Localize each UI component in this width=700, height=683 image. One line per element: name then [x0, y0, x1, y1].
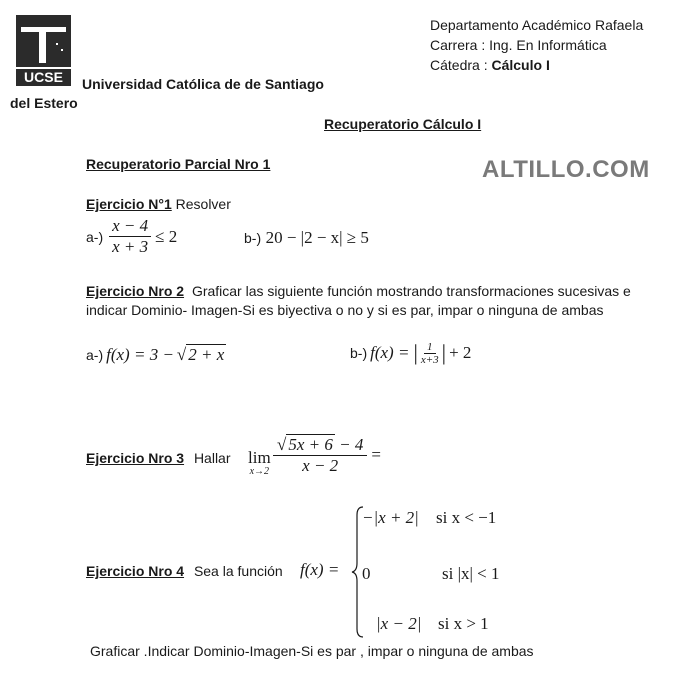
exercise-2-header [86, 283, 631, 299]
exercise-1-label: Ejercicio N°1 [86, 196, 172, 212]
limit-subscript: x→2 [249, 466, 270, 477]
exercise-4-header [86, 563, 283, 579]
exercise-1a-rhs: ≤ 2 [155, 226, 178, 246]
exercise-4-footer: Graficar .Indicar Dominio-Imagen-Si es par , impar o ninguna de ambas [90, 643, 534, 659]
case-3-expression: |x − 2| [376, 614, 422, 633]
page-title: Recuperatorio Cálculo I [324, 116, 482, 132]
exercise-2b [350, 340, 471, 366]
exercise-4-fx: f(x) = [300, 560, 340, 579]
exercise-1b [244, 228, 369, 248]
exercise-1b-label: b-) [244, 230, 262, 246]
exercise-3-fraction [273, 434, 367, 476]
exercise-2a-radicand: 2 + x [188, 345, 225, 364]
exercise-2-label: Ejercicio Nro 2 [86, 283, 185, 299]
exercise-2b-label: b-) [350, 345, 368, 361]
limit-operator [248, 448, 271, 477]
exercise-1a-label: a-) [86, 228, 104, 245]
sqrt-symbol: √ [176, 344, 187, 364]
exercise-1b-expression: 20 − |2 − x| ≥ 5 [265, 228, 369, 247]
exercise-2b-rhs: + 2 [449, 343, 472, 362]
case-2-expression: 0 [362, 564, 371, 583]
exercise-1-instruction: Resolver [175, 196, 231, 212]
exercise-3-header [86, 450, 231, 466]
career: Carrera : Ing. En Informática [430, 37, 607, 53]
course: Cátedra : Cálculo I [430, 57, 550, 73]
svg-text:UCSE: UCSE [24, 69, 63, 85]
exam-subtitle: Recuperatorio Parcial Nro 1 [86, 156, 271, 172]
exercise-3-label: Ejercicio Nro 3 [86, 450, 185, 466]
exercise-3-expression [273, 434, 381, 476]
fraction-denominator: x+3 [420, 353, 439, 366]
case-1-condition: si x < −1 [436, 508, 497, 527]
fraction-denominator: x + 3 [112, 237, 149, 256]
department: Departamento Académico Rafaela [430, 17, 644, 33]
university-logo [16, 15, 71, 86]
case-3-condition: si x > 1 [438, 614, 489, 633]
limit-word: lim [248, 448, 271, 467]
numerator-rest: − 4 [334, 435, 364, 454]
watermark: ALTILLO.COM [482, 156, 650, 183]
exercise-2-instruction-line1: Graficar las siguiente función mostrando transformaciones sucesivas e [191, 283, 631, 299]
exercise-1-header [86, 196, 231, 212]
equals-sign: = [371, 445, 381, 464]
exercise-2a-lhs: f(x) = 3 − [106, 344, 174, 364]
numerator-radicand: 5x + 6 [288, 435, 333, 454]
exercise-3-instruction: Hallar [193, 450, 231, 466]
exercise-1a-fraction [109, 216, 151, 257]
ucse-logo-icon [16, 15, 71, 86]
case-2-condition: si |x| < 1 [442, 564, 500, 583]
abs-bar-right: | [441, 340, 447, 365]
exercise-2b-lhs: f(x) = [370, 343, 410, 362]
university-name: Universidad Católica de de Santiago [82, 76, 324, 92]
exercise-1a [86, 216, 177, 257]
fraction-denominator: x − 2 [302, 456, 339, 475]
exercise-4-instruction: Sea la función [193, 563, 283, 579]
fraction-numerator: x − 4 [109, 216, 151, 237]
exercise-2a-label: a-) [86, 346, 104, 363]
case-1-expression: −|x + 2| [362, 508, 419, 527]
abs-bar-left: | [413, 340, 418, 365]
fraction-numerator: √ 5x + 6 − 4 [273, 434, 367, 456]
fraction-numerator: 1 [424, 341, 436, 354]
exercise-2-instruction-line2: indicar Dominio- Imagen-Si es biyectiva o no y si es par, impar o ninguna de ambas [86, 302, 604, 318]
university-location: del Estero [10, 95, 78, 111]
exercise-2a [86, 344, 226, 365]
exercise-2b-fraction [418, 341, 442, 366]
exercise-4-label: Ejercicio Nro 4 [86, 563, 185, 579]
